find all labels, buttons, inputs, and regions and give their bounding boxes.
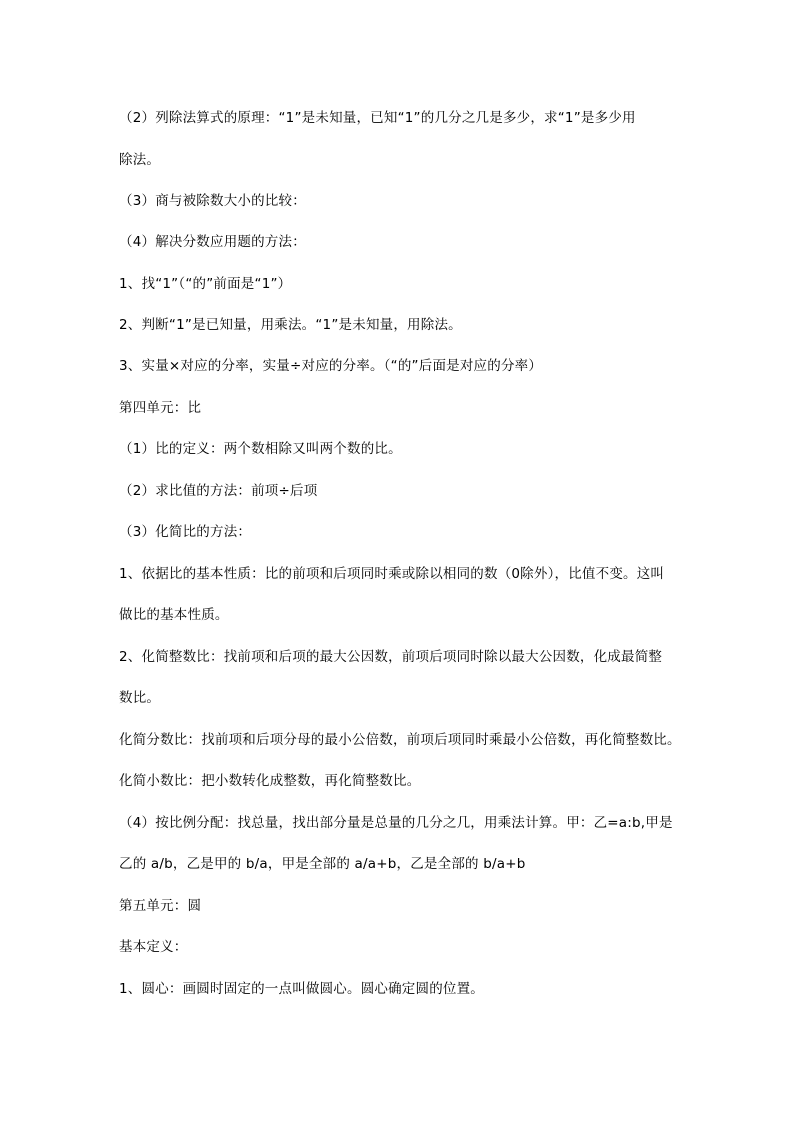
text-line: （1）比的定义：两个数相除又叫两个数的比。 xyxy=(119,441,402,457)
text-line: 3、实量×对应的分率，实量÷对应的分率。（“的”后面是对应的分率） xyxy=(119,358,543,374)
text-line: （3）化简比的方法： xyxy=(119,524,252,540)
text-line: 1、找“1”（“的”前面是“1”） xyxy=(119,276,292,292)
section-heading: 第五单元：圆 xyxy=(119,898,202,914)
text-line: 除法。 xyxy=(119,152,161,168)
text-line: 2、化简整数比：找前项和后项的最大公因数，前项后项同时除以最大公因数，化成最简整 xyxy=(119,649,663,665)
text-line: 乙的 a/b，乙是甲的 b/a，甲是全部的 a/a+b，乙是全部的 b/a+b xyxy=(119,856,526,872)
text-line: 2、判断“1”是已知量，用乘法。“1”是未知量，用除法。 xyxy=(119,317,462,333)
text-line: 1、依据比的基本性质：比的前项和后项同时乘或除以相同的数（0除外），比值不变。这叫 xyxy=(119,566,665,582)
text-line: （4）按比例分配：找总量，找出部分量是总量的几分之几，用乘法计算。甲：乙=a:b,甲是 xyxy=(119,815,673,831)
text-line: 化简分数比：找前项和后项分母的最小公倍数，前项后项同时乘最小公倍数，再化简整数比。 xyxy=(119,732,681,748)
text-line: （4）解决分数应用题的方法： xyxy=(119,234,306,250)
text-line: （3）商与被除数大小的比较： xyxy=(119,193,306,209)
text-line: 基本定义： xyxy=(119,939,188,955)
section-heading: 第四单元：比 xyxy=(119,400,202,416)
text-line: （2）求比值的方法：前项÷后项 xyxy=(119,483,318,499)
text-line: 数比。 xyxy=(119,690,161,706)
text-line: 1、圆心：画圆时固定的一点叫做圆心。圆心确定圆的位置。 xyxy=(119,981,484,997)
text-line: （2）列除法算式的原理：“1”是未知量，已知“1”的几分之几是多少，求“1”是多少用 xyxy=(119,110,636,126)
text-line: 化简小数比：把小数转化成整数，再化简整数比。 xyxy=(119,773,421,789)
text-line: 做比的基本性质。 xyxy=(119,607,229,623)
